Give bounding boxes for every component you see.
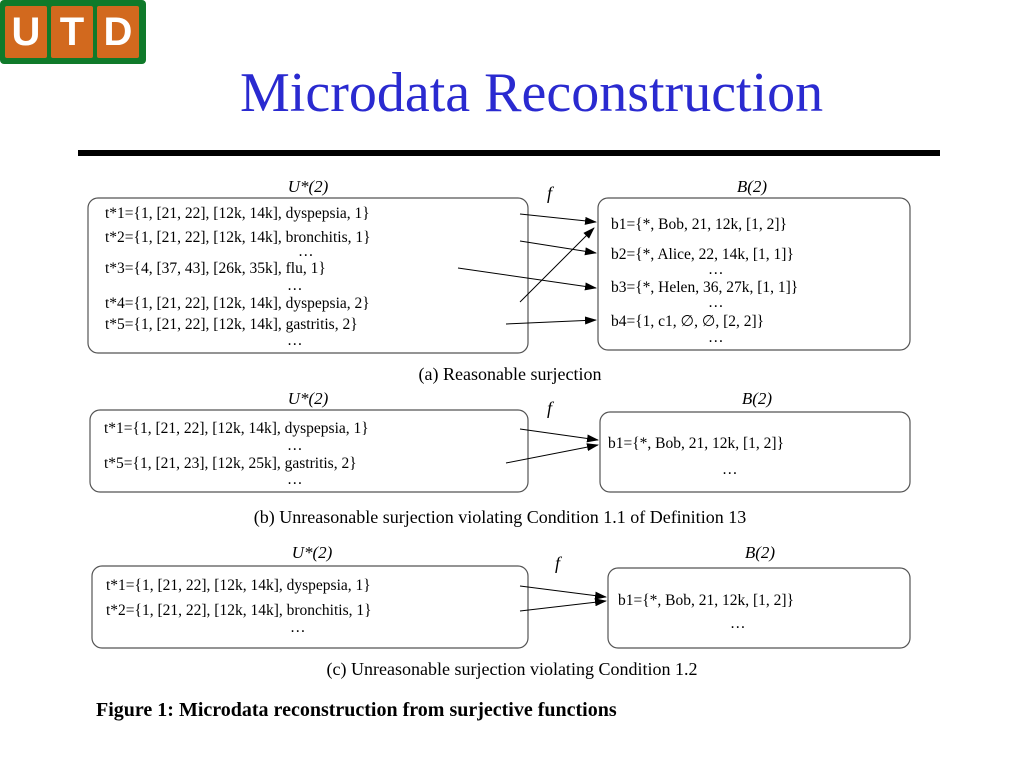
panel-c-right-item-1: b1={*, Bob, 21, 12k, [1, 2]} bbox=[618, 592, 795, 609]
panel-c-left-ellipsis-1: … bbox=[290, 619, 306, 636]
panel-b-right-item-1: b1={*, Bob, 21, 12k, [1, 2]} bbox=[608, 435, 785, 452]
panel-c-right-ellipsis-1: … bbox=[730, 615, 746, 632]
panel-b-arrow-t1-to-b1 bbox=[520, 429, 598, 440]
panel-b-left-item-2: t*5={1, [21, 23], [12k, 25k], gastritis, 2} bbox=[104, 455, 357, 472]
panel-b-right-title: B(2) bbox=[741, 389, 773, 408]
panel-a-arrow-t1-to-b1 bbox=[520, 214, 596, 222]
panel-a-left-item-1: t*1={1, [21, 22], [12k, 14k], dyspepsia, 1} bbox=[105, 205, 370, 222]
panel-a-left-ellipsis-2: … bbox=[287, 277, 303, 294]
panel-c-arrow-t1-to-b1 bbox=[520, 586, 606, 597]
figure-caption: Figure 1: Microdata reconstruction from surjective functions bbox=[96, 699, 617, 721]
panel-a-left-ellipsis-3: … bbox=[287, 332, 303, 349]
panel-a-right-ellipsis-3: … bbox=[708, 329, 724, 346]
panel-c-left-item-1: t*1={1, [21, 22], [12k, 14k], dyspepsia, 1} bbox=[106, 577, 371, 594]
panel-c-left-item-2: t*2={1, [21, 22], [12k, 14k], bronchitis, 1} bbox=[106, 602, 372, 619]
slide-title: Microdata Reconstruction bbox=[240, 62, 824, 124]
panel-b-left-title: U*(2) bbox=[287, 389, 329, 408]
panel-a-left-item-3: t*3={4, [37, 43], [26k, 35k], flu, 1} bbox=[105, 260, 326, 277]
panel-b-left-ellipsis-2: … bbox=[287, 471, 303, 488]
panel-a-right-ellipsis-2: … bbox=[708, 294, 724, 311]
panel-b-right-ellipsis-1: … bbox=[722, 461, 738, 478]
panel-c-function-label: f bbox=[555, 553, 561, 573]
logo-letter-u: U bbox=[5, 6, 47, 58]
panel-c-arrow-t2-to-b1 bbox=[520, 601, 606, 611]
panel-a-left-item-4: t*4={1, [21, 22], [12k, 14k], dyspepsia, 2} bbox=[105, 295, 370, 312]
panel-a-right-item-3: b3={*, Helen, 36, 27k, [1, 1]} bbox=[611, 279, 799, 296]
panel-b bbox=[90, 389, 910, 528]
panel-b-caption: (b) Unreasonable surjection violating Condition 1.1 of Definition 13 bbox=[253, 507, 747, 527]
panel-a-function-label: f bbox=[547, 183, 553, 203]
panel-a-right-item-1: b1={*, Bob, 21, 12k, [1, 2]} bbox=[611, 216, 788, 233]
panel-a-right-item-2: b2={*, Alice, 22, 14k, [1, 1]} bbox=[611, 246, 794, 263]
panel-b-function-label: f bbox=[547, 398, 553, 418]
panel-a-right-item-4: b4={1, c1, ∅, ∅, [2, 2]} bbox=[611, 313, 765, 330]
panel-a-caption: (a) Reasonable surjection bbox=[418, 364, 602, 384]
panel-a-left-item-2: t*2={1, [21, 22], [12k, 14k], bronchitis, 1} bbox=[105, 229, 371, 246]
panel-a-left-ellipsis-1: … bbox=[298, 243, 314, 260]
panel-c-left-title: U*(2) bbox=[291, 543, 333, 562]
panel-a-arrow-t2-to-b2 bbox=[520, 241, 596, 253]
logo-letter-d: D bbox=[97, 6, 139, 58]
panel-c-caption: (c) Unreasonable surjection violating Condition 1.2 bbox=[326, 659, 698, 679]
panel-b-left-item-1: t*1={1, [21, 22], [12k, 14k], dyspepsia, 1} bbox=[104, 420, 369, 437]
panel-b-right-box bbox=[600, 412, 910, 492]
panel-a-left-title: U*(2) bbox=[287, 177, 329, 196]
panel-b-left-ellipsis-1: … bbox=[287, 437, 303, 454]
panel-a-left-item-5: t*5={1, [21, 22], [12k, 14k], gastritis, 2} bbox=[105, 316, 358, 333]
panel-a-right-ellipsis-1: … bbox=[708, 261, 724, 278]
panel-a-arrow-t4-to-b1 bbox=[520, 228, 594, 302]
panel-a-arrow-t3-to-b3 bbox=[458, 268, 596, 288]
panel-b-arrow-t5-to-b1 bbox=[506, 445, 598, 463]
logo-letter-t: T bbox=[51, 6, 93, 58]
panel-a-arrow-t5-to-b4 bbox=[506, 320, 596, 324]
panel-a bbox=[88, 177, 910, 385]
panel-a-right-title: B(2) bbox=[736, 177, 768, 196]
panel-c-right-title: B(2) bbox=[744, 543, 776, 562]
panel-c bbox=[92, 543, 910, 680]
